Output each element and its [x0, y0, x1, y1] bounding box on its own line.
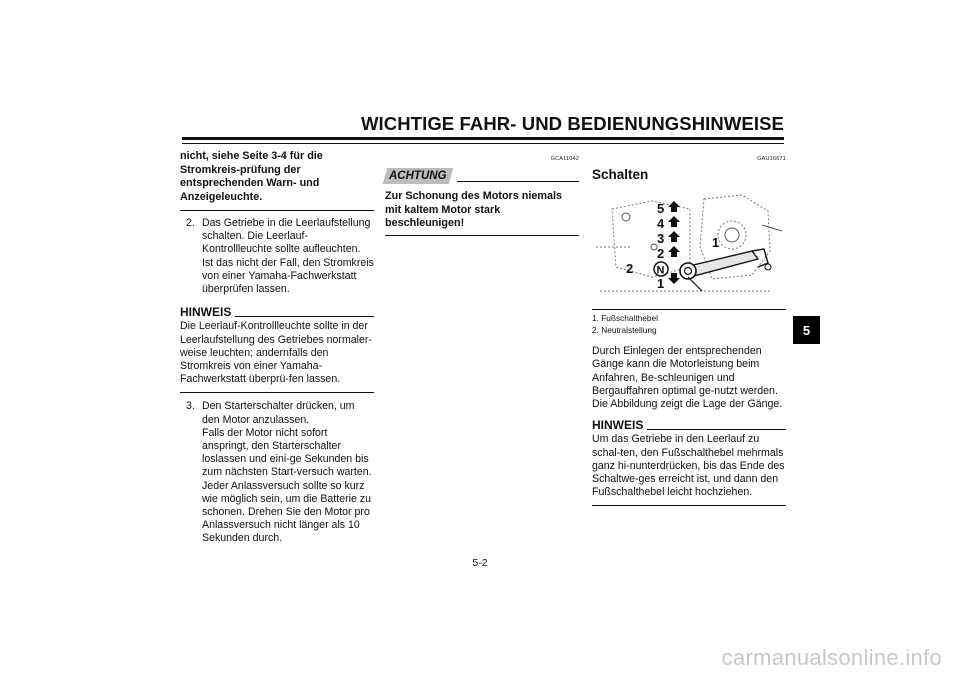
figure-legend: [592, 313, 786, 336]
achtung-rule: [457, 181, 579, 182]
column-left: [180, 150, 374, 546]
achtung-badge: ACHTUNG: [383, 168, 454, 184]
achtung-text: Zur Schonung des Motors niemals mit kaltem Motor stark beschleunigen!: [385, 190, 562, 230]
divider: [592, 309, 786, 310]
step-3: [180, 400, 374, 545]
step-text-continued: Falls der Motor nicht sofort anspringt, den Starterschalter loslassen und eini-ge Sekunden bis zum nächsten Start-versuch warten. Jeder Anlassversuch sollte so kurz wie möglich sein, um die Batterie zu schonen. Drehen Sie den Motor pro Anlassversuch nicht länger als 10 Sekunden durch.: [202, 426, 372, 545]
step-number: 3.: [186, 400, 195, 413]
hinweis-rule: [647, 429, 786, 430]
step-text: Das Getriebe in die Leerlaufstellung schalten. Die Leerlauf-Kontrollleuchte sollte aufleuchten. Ist das nicht der Fall, den Stromkreis von einer Yamaha-Fachwerkstatt überprüfen lassen.: [202, 217, 374, 296]
intro-text: nicht, siehe Seite 3-4 für die Stromkreis-prüfung der entsprechenden Warn- und Anzeigeleuchte.: [180, 150, 323, 203]
down-arrow-icon: [668, 273, 680, 284]
reference-code: GAU16671: [757, 156, 786, 162]
callout-1: 1: [712, 235, 720, 251]
hinweis-text: Die Leerlauf-Kontrollleuchte sollte in der Leerlaufstellung des Getriebes normaler-weise leuchten; andernfalls den Stromkreis von einer Yamaha-Fachwerkstatt überprü-fen lassen.: [180, 320, 372, 386]
section-title: Schalten: [592, 167, 649, 183]
column-right: [592, 153, 786, 506]
step-2: [180, 217, 374, 296]
gear-label-2: 2: [657, 246, 665, 262]
legend-item: 2. Neutralstellung: [592, 324, 657, 335]
callout-2: 2: [626, 261, 634, 277]
header-rule-thin: [182, 143, 784, 144]
hinweis-text: Um das Getriebe in den Leerlauf zu schal-ten, den Fußschalthebel mehrmals ganz hi-nunterdrücken, bis das Ende des Schaltwe-ges erreicht ist, und dann den Fußschalthebel leicht hochziehen.: [592, 433, 785, 499]
gear-label-n: N: [656, 264, 665, 277]
divider: [180, 210, 374, 211]
column-middle: [385, 153, 579, 236]
chapter-tab: 5: [793, 316, 820, 344]
step-text: Den Starterschalter drücken, um den Motor anzulassen.: [202, 400, 355, 426]
gear-label-1: 1: [657, 276, 665, 292]
step-number: 2.: [186, 217, 195, 229]
page-title: WICHTIGE FAHR- UND BEDIENUNGSHINWEISE: [360, 113, 784, 134]
divider: [385, 235, 579, 236]
legend-item: 1. Fußschalthebel: [592, 313, 658, 324]
hinweis-label: HINWEIS: [180, 305, 232, 320]
hinweis-rule: [235, 316, 374, 317]
up-arrow-icon: [668, 201, 680, 257]
achtung-heading: [385, 168, 579, 184]
gear-label-3: 3: [657, 231, 665, 247]
neutral-marker: [654, 262, 668, 277]
divider: [180, 392, 374, 393]
header-rule: [182, 137, 784, 140]
gear-label-4: 4: [657, 216, 665, 232]
shift-pedal-diagram: [592, 187, 786, 305]
hinweis-heading: [592, 419, 786, 432]
hinweis-label: HINWEIS: [592, 418, 644, 433]
reference-code: GCA11042: [550, 156, 579, 162]
body-paragraph: Die Abbildung zeigt die Lage der Gänge.: [592, 398, 783, 411]
page-number: 5-2: [472, 557, 488, 569]
body-paragraph: Durch Einlegen der entsprechenden Gänge kann die Motorleistung beim Anfahren, Be-schleunigen und Bergauffahren optimal ge-nutzt werden.: [592, 345, 778, 397]
gear-label-5: 5: [657, 201, 665, 217]
hinweis-heading: [180, 306, 374, 319]
shift-pedal: [680, 249, 771, 291]
watermark: carmanualsonline.info: [721, 645, 942, 670]
divider: [592, 505, 786, 506]
